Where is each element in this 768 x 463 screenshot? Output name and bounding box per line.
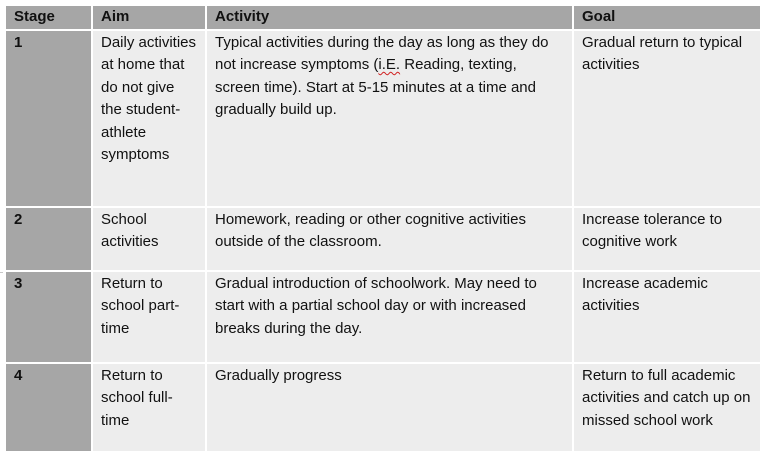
activity-text: Reading, texting, screen time). Start at 5-15 minutes at a time and gradually build up.	[215, 56, 536, 118]
aim-cell: School activities	[92, 207, 206, 271]
header-row	[5, 5, 761, 30]
header-goal: Goal	[573, 5, 761, 30]
goal-cell: Increase academic activities	[573, 271, 761, 363]
stage-cell: 4	[5, 363, 92, 452]
activity-cell: Homework, reading or other cognitive activities outside of the classroom.	[206, 207, 573, 271]
table-row	[5, 30, 761, 207]
goal-cell: Return to full academic activities and catch up on missed school work	[573, 363, 761, 452]
stage-cell: 3	[5, 271, 92, 363]
stage-cell: 2	[5, 207, 92, 271]
aim-cell: Daily activities at home that do not give the student-athlete symptoms	[92, 30, 206, 207]
goal-cell: Increase tolerance to cognitive work	[573, 207, 761, 271]
aim-cell: Return to school part-time	[92, 271, 206, 363]
activity-cell: Gradual introduction of schoolwork. May need to start with a partial school day or with increased breaks during the day.	[206, 271, 573, 363]
stage-cell: 1	[5, 30, 92, 207]
activity-cell	[206, 30, 573, 207]
header-aim: Aim	[92, 5, 206, 30]
activity-cell: Gradually progress	[206, 363, 573, 452]
aim-cell: Return to school full-time	[92, 363, 206, 452]
header-stage: Stage	[5, 5, 92, 30]
header-activity: Activity	[206, 5, 573, 30]
goal-cell: Gradual return to typical activities	[573, 30, 761, 207]
table-row	[5, 271, 761, 363]
return-to-learn-table	[4, 4, 762, 453]
activity-text: Typical activities during the day as long as they do not increase symptoms (	[215, 33, 549, 73]
table-row	[5, 207, 761, 271]
margin-tick	[0, 272, 3, 273]
table-row	[5, 363, 761, 452]
spellcheck-flagged-word: i.E.	[378, 56, 401, 73]
